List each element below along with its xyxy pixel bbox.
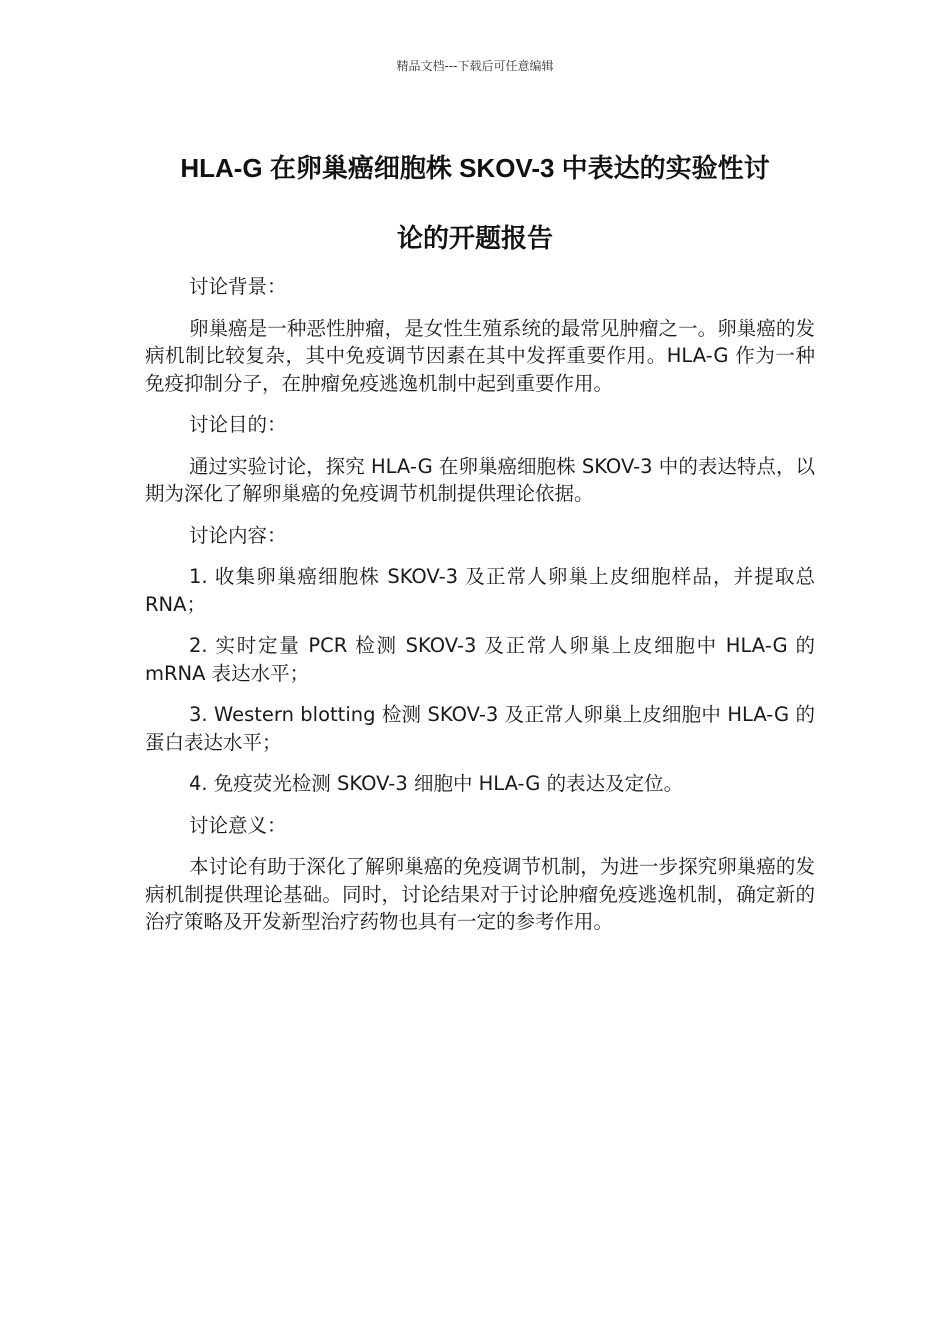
content-item-1: 1. 收集卵巢癌细胞株 SKOV-3 及正常人卵巢上皮细胞样品，并提取总 RNA； — [145, 565, 815, 616]
title-line-2: 论的开题报告 — [396, 223, 553, 253]
section-heading-purpose: 讨论目的： — [189, 413, 287, 436]
document-body — [145, 273, 815, 950]
section-heading-significance: 讨论意义： — [189, 813, 287, 837]
paragraph-background: 卵巢癌是一种恶性肿瘤，是女性生殖系统的最常见肿瘤之一。卵巢癌的发病机制比较复杂，其中免疫调节因素在其中发挥重要作用。HLA-G 作为一种免疫抑制分子，在肿瘤免疫逃逸机制中起到重要作用。 — [145, 316, 815, 395]
content-item-4: 4. 免疫荧光检测 SKOV-3 细胞中 HLA-G 的表达及定位。 — [189, 772, 684, 795]
section-heading-content: 讨论内容： — [189, 523, 287, 547]
paragraph-significance: 本讨论有助于深化了解卵巢癌的免疫调节机制，为进一步探究卵巢癌的发病机制提供理论基础。同时，讨论结果对于讨论肿瘤免疫逃逸机制，确定新的治疗策略及开发新型治疗药物也具有一定的参考作用。 — [145, 855, 815, 933]
section-heading-background: 讨论背景： — [189, 275, 287, 298]
document-title — [120, 133, 830, 273]
paragraph-purpose: 通过实验讨论，探究 HLA-G 在卵巢癌细胞株 SKOV-3 中的表达特点，以期为深化了解卵巢癌的免疫调节机制提供理论依据。 — [145, 454, 815, 505]
page-header-note: 精品文档---下载后可任意编辑 — [396, 59, 554, 73]
content-item-3: 3. Western blotting 检测 SKOV-3 及正常人卵巢上皮细胞中 HLA-G 的蛋白表达水平； — [145, 703, 815, 754]
title-line-1: HLA-G 在卵巢癌细胞株 SKOV-3 中表达的实验性讨 — [180, 153, 770, 183]
content-item-2: 2. 实时定量 PCR 检测 SKOV-3 及正常人卵巢上皮细胞中 HLA-G 的 mRNA 表达水平； — [145, 634, 815, 685]
